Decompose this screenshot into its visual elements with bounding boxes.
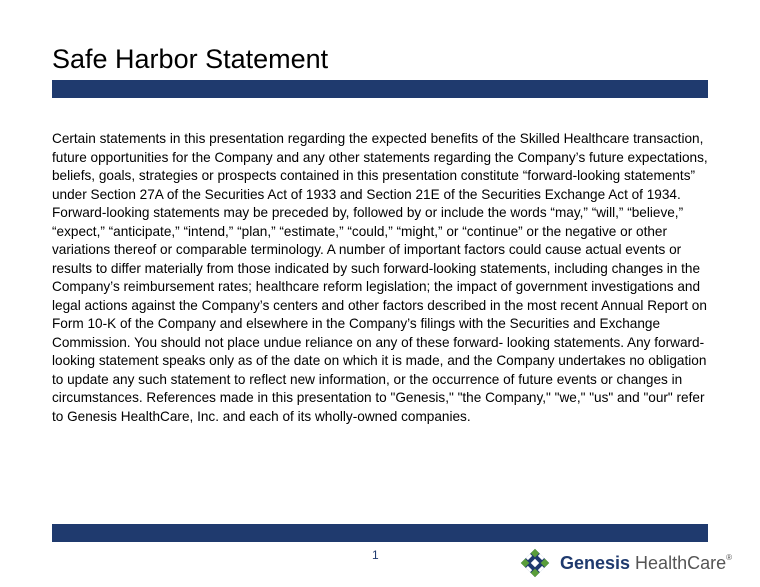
slide-title: Safe Harbor Statement — [52, 44, 329, 74]
genesis-logo — [518, 548, 732, 578]
footer-divider-bar — [52, 524, 708, 542]
header-divider-bar — [52, 80, 708, 98]
logo-wordmark — [560, 553, 732, 574]
logo-wordmark-rest: HealthCare — [630, 553, 727, 573]
genesis-quilt-logo-icon — [518, 548, 552, 578]
logo-wordmark-bold: Genesis — [560, 553, 631, 573]
registered-mark: ® — [726, 553, 732, 562]
page-number: 1 — [372, 548, 379, 562]
safe-harbor-body: Certain statements in this presentation regarding the expected benefits of the Skilled Healthcare transaction, future opportunities for the Company and any other statements regarding the Company’s future expectations, beliefs, goals, strategies or prospects contained in this presentation constitute “forward-looking statements” under Section 27A of the Securities Act of 1933 and Section 21E of the Securities Exchange Act of 1934. Forward-looking statements may be preceded by, followed by or include the words “may,” “will,” “believe,” “expect,” “anticipate,” “intend,” “plan,” “estimate,” “could,” “might,” or “continue” or the negative or other variations thereof or comparable terminology. A number of important factors could cause actual events or results to differ materially from those indicated by such forward-looking statements, including changes in the Company’s reimbursement rates; healthcare reform legislation; the impact of government investigations and legal actions against the Company’s centers and other factors described in the most recent Annual Report on Form 10-K of the Company and elsewhere in the Company’s filings with the Securities and Exchange Commission. You should not place undue reliance on any of these forward- looking statements. Any forward-looking statement speaks only as of the date on which it is made, and the Company undertakes no obligation to update any such statement to reflect new information, or the occurrence of future events or changes in circumstances. References made in this presentation to "Genesis," "the Company," "we," "us" and "our" refer to Genesis HealthCare, Inc. and each of its wholly-owned companies. — [52, 131, 708, 424]
